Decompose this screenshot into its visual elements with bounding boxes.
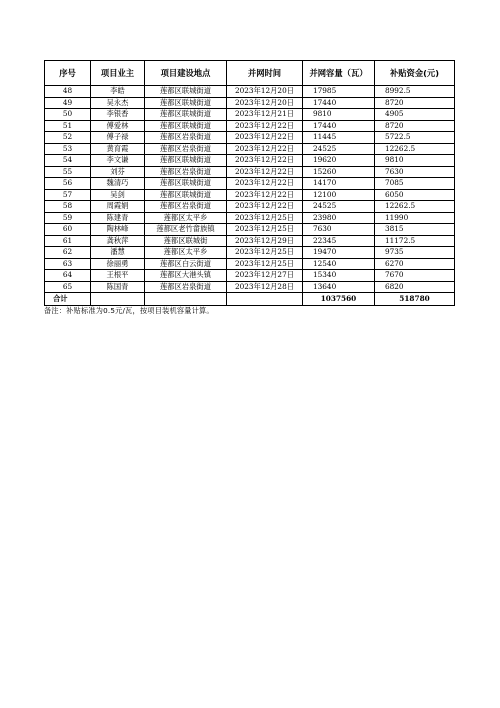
cell-location: 莲都区岩泉街道	[145, 201, 227, 213]
table-row	[45, 201, 455, 213]
table-row	[45, 97, 455, 109]
cell-location: 莲都区联城街道	[145, 120, 227, 132]
cell-no: 61	[45, 235, 91, 247]
cell-no: 63	[45, 258, 91, 270]
header-subsidy: 补贴资金(元)	[375, 61, 455, 86]
cell-subsidy: 9810	[375, 155, 455, 167]
cell-capacity: 24525	[303, 201, 375, 213]
cell-subsidy: 5722.5	[375, 132, 455, 144]
cell-no: 60	[45, 224, 91, 236]
cell-subsidy: 8992.5	[375, 86, 455, 98]
cell-subsidy: 7085	[375, 178, 455, 190]
cell-capacity: 12100	[303, 189, 375, 201]
cell-subsidy: 6820	[375, 281, 455, 293]
header-capacity: 并网容量（瓦）	[303, 61, 375, 86]
cell-datetime: 2023年12月21日	[227, 109, 303, 121]
cell-subsidy: 11172.5	[375, 235, 455, 247]
cell-owner: 周霞娟	[91, 201, 145, 213]
cell-no: 53	[45, 143, 91, 155]
cell-subsidy: 6270	[375, 258, 455, 270]
cell-capacity: 9810	[303, 109, 375, 121]
footnote: 备注：补贴标准为0.5元/瓦，按项目装机容量计算。	[44, 306, 214, 315]
cell-capacity: 14170	[303, 178, 375, 190]
cell-datetime: 2023年12月29日	[227, 235, 303, 247]
table-row	[45, 155, 455, 167]
cell-location: 莲都区联城街道	[145, 97, 227, 109]
cell-owner: 傅爱林	[91, 120, 145, 132]
cell-no: 50	[45, 109, 91, 121]
cell-owner: 吴剑	[91, 189, 145, 201]
cell-owner: 王根平	[91, 270, 145, 282]
cell-capacity: 19620	[303, 155, 375, 167]
cell-owner: 魏清巧	[91, 178, 145, 190]
cell-owner: 傅子禄	[91, 132, 145, 144]
total-empty-owner	[91, 293, 145, 306]
cell-owner: 陈建青	[91, 212, 145, 224]
cell-datetime: 2023年12月22日	[227, 178, 303, 190]
header-no: 序号	[45, 61, 91, 86]
cell-datetime: 2023年12月22日	[227, 201, 303, 213]
cell-owner: 龚秋萍	[91, 235, 145, 247]
cell-no: 49	[45, 97, 91, 109]
cell-subsidy: 7630	[375, 166, 455, 178]
table-row	[45, 281, 455, 293]
total-empty-datetime	[227, 293, 303, 306]
cell-subsidy: 8720	[375, 120, 455, 132]
cell-datetime: 2023年12月22日	[227, 166, 303, 178]
cell-datetime: 2023年12月20日	[227, 97, 303, 109]
table-row	[45, 143, 455, 155]
total-empty-location	[145, 293, 227, 306]
cell-datetime: 2023年12月22日	[227, 143, 303, 155]
cell-datetime: 2023年12月28日	[227, 281, 303, 293]
total-label: 合计	[45, 293, 91, 306]
cell-datetime: 2023年12月22日	[227, 189, 303, 201]
cell-location: 莲都区岩泉街道	[145, 143, 227, 155]
table-header	[45, 61, 455, 86]
table-row	[45, 270, 455, 282]
cell-location: 莲都区大港头镇	[145, 270, 227, 282]
cell-no: 62	[45, 247, 91, 259]
cell-owner: 陶林峰	[91, 224, 145, 236]
cell-location: 莲都区联城街道	[145, 86, 227, 98]
cell-datetime: 2023年12月25日	[227, 258, 303, 270]
cell-no: 64	[45, 270, 91, 282]
cell-location: 莲都区联城街道	[145, 155, 227, 167]
cell-no: 57	[45, 189, 91, 201]
cell-owner: 黄育霞	[91, 143, 145, 155]
table-row	[45, 86, 455, 98]
cell-capacity: 13640	[303, 281, 375, 293]
total-capacity: 1037560	[303, 293, 375, 306]
table-row	[45, 178, 455, 190]
cell-location: 莲都区岩泉街道	[145, 166, 227, 178]
cell-location: 莲都区联城街	[145, 235, 227, 247]
total-row	[45, 293, 455, 306]
header-owner: 项目业主	[91, 61, 145, 86]
cell-capacity: 23980	[303, 212, 375, 224]
cell-capacity: 7630	[303, 224, 375, 236]
cell-owner: 陈国青	[91, 281, 145, 293]
cell-capacity: 24525	[303, 143, 375, 155]
cell-location: 莲都区联城街道	[145, 109, 227, 121]
cell-no: 65	[45, 281, 91, 293]
header-location: 项目建设地点	[145, 61, 227, 86]
table-row	[45, 258, 455, 270]
table-row	[45, 120, 455, 132]
table-row	[45, 224, 455, 236]
cell-capacity: 17985	[303, 86, 375, 98]
cell-subsidy: 9735	[375, 247, 455, 259]
cell-no: 55	[45, 166, 91, 178]
cell-no: 56	[45, 178, 91, 190]
cell-location: 莲都区太平乡	[145, 212, 227, 224]
cell-owner: 李皓	[91, 86, 145, 98]
cell-capacity: 19470	[303, 247, 375, 259]
cell-location: 莲都区太平乡	[145, 247, 227, 259]
cell-capacity: 22345	[303, 235, 375, 247]
header-datetime: 并网时间	[227, 61, 303, 86]
cell-capacity: 17440	[303, 97, 375, 109]
table-row	[45, 212, 455, 224]
cell-location: 莲都区老竹畲族镇	[145, 224, 227, 236]
header-row	[45, 61, 455, 86]
cell-datetime: 2023年12月22日	[227, 132, 303, 144]
cell-owner: 李银香	[91, 109, 145, 121]
cell-owner: 李文谦	[91, 155, 145, 167]
cell-datetime: 2023年12月27日	[227, 270, 303, 282]
cell-owner: 吴永杰	[91, 97, 145, 109]
cell-location: 莲都区白云街道	[145, 258, 227, 270]
subsidy-table	[44, 60, 455, 306]
cell-datetime: 2023年12月22日	[227, 155, 303, 167]
cell-owner: 徐丽勇	[91, 258, 145, 270]
table-row	[45, 247, 455, 259]
cell-location: 莲都区联城街道	[145, 189, 227, 201]
cell-no: 52	[45, 132, 91, 144]
cell-subsidy: 7670	[375, 270, 455, 282]
cell-subsidy: 4905	[375, 109, 455, 121]
cell-subsidy: 12262.5	[375, 201, 455, 213]
cell-capacity: 15340	[303, 270, 375, 282]
cell-no: 58	[45, 201, 91, 213]
cell-datetime: 2023年12月25日	[227, 224, 303, 236]
cell-capacity: 15260	[303, 166, 375, 178]
table-row	[45, 235, 455, 247]
cell-datetime: 2023年12月25日	[227, 212, 303, 224]
table-row	[45, 189, 455, 201]
total-subsidy: 518780	[375, 293, 455, 306]
table-row	[45, 166, 455, 178]
cell-no: 51	[45, 120, 91, 132]
cell-capacity: 12540	[303, 258, 375, 270]
cell-location: 莲都区岩泉街道	[145, 132, 227, 144]
cell-owner: 刘芬	[91, 166, 145, 178]
cell-location: 莲都区岩泉街道	[145, 281, 227, 293]
cell-owner: 潘慧	[91, 247, 145, 259]
cell-no: 48	[45, 86, 91, 98]
cell-subsidy: 6050	[375, 189, 455, 201]
table-body	[45, 86, 455, 306]
cell-location: 莲都区联城街道	[145, 178, 227, 190]
cell-subsidy: 11990	[375, 212, 455, 224]
table-row	[45, 109, 455, 121]
cell-subsidy: 12262.5	[375, 143, 455, 155]
cell-datetime: 2023年12月20日	[227, 86, 303, 98]
table-row	[45, 132, 455, 144]
cell-datetime: 2023年12月25日	[227, 247, 303, 259]
cell-capacity: 17440	[303, 120, 375, 132]
cell-subsidy: 8720	[375, 97, 455, 109]
cell-datetime: 2023年12月22日	[227, 120, 303, 132]
cell-capacity: 11445	[303, 132, 375, 144]
cell-no: 59	[45, 212, 91, 224]
cell-subsidy: 3815	[375, 224, 455, 236]
cell-no: 54	[45, 155, 91, 167]
